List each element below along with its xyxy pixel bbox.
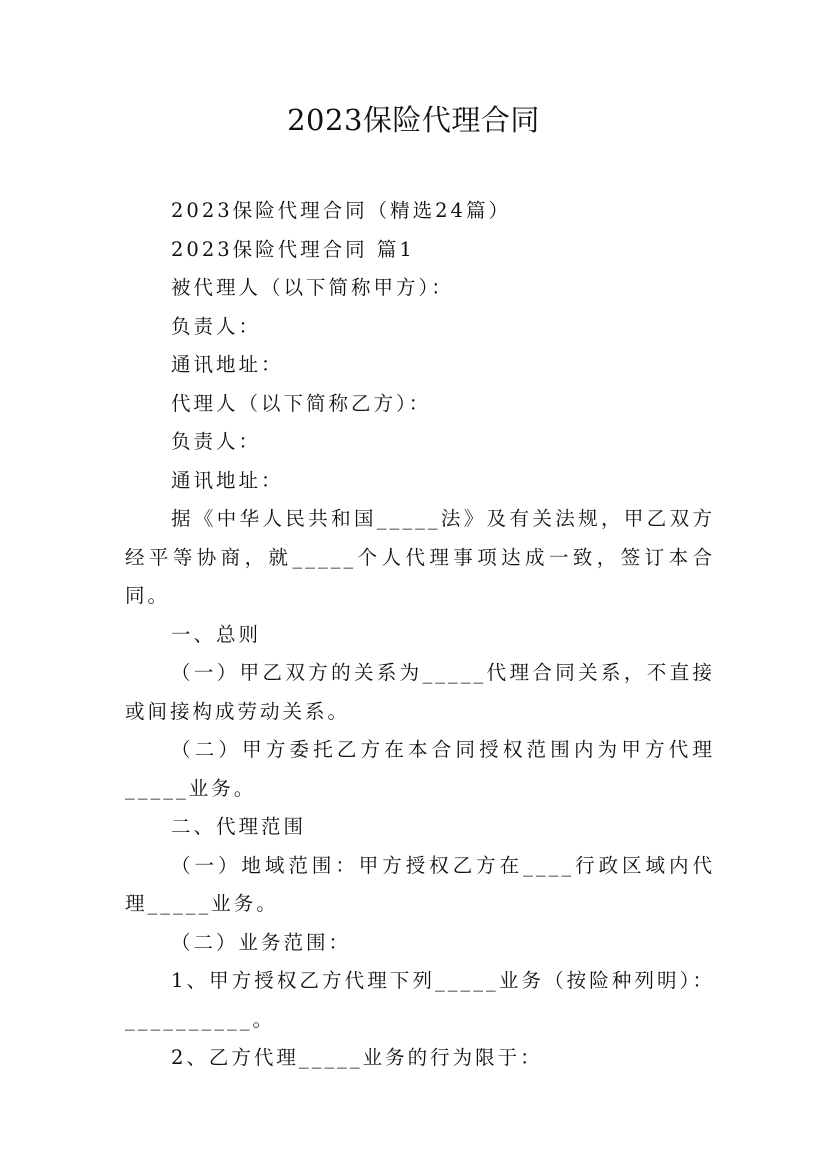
document-body [125,192,715,1078]
paragraph: 代理人（以下简称乙方）： [171,391,432,415]
document-title: 2023保险代理合同 [287,103,540,137]
paragraph: （一）地域范围：甲方授权乙方在____行政区域内代理_____业务。 [125,853,715,915]
paragraph: 2023保险代理合同 篇1 [171,237,415,261]
paragraph: （二）甲方委托乙方在本合同授权范围内为甲方代理_____业务。 [125,738,715,800]
paragraph: 负责人： [171,314,262,338]
paragraph: 2、乙方代理_____业务的行为限于： [171,1046,543,1069]
paragraph: 通讯地址： [171,468,284,492]
paragraph: （二）业务范围： [171,930,352,954]
paragraph: 被代理人（以下简称甲方）： [171,276,454,299]
paragraph: 1、甲方授权乙方代理下列_____业务（按险种列明）：__________。 [125,969,715,1031]
paragraph: 通讯地址： [171,353,284,376]
paragraph: 一、总则 [171,622,262,646]
paragraph: 负责人： [171,430,262,453]
paragraph: 2023保险代理合同（精选24篇） [171,199,511,222]
paragraph: 据《中华人民共和国_____法》及有关法规，甲乙双方经平等协商，就_____个人代理事项达成一致，签订本合同。 [125,507,715,607]
paragraph: 二、代理范围 [171,815,307,838]
paragraph: （一）甲乙双方的关系为_____代理合同关系，不直接或间接构成劳动关系。 [125,661,715,723]
